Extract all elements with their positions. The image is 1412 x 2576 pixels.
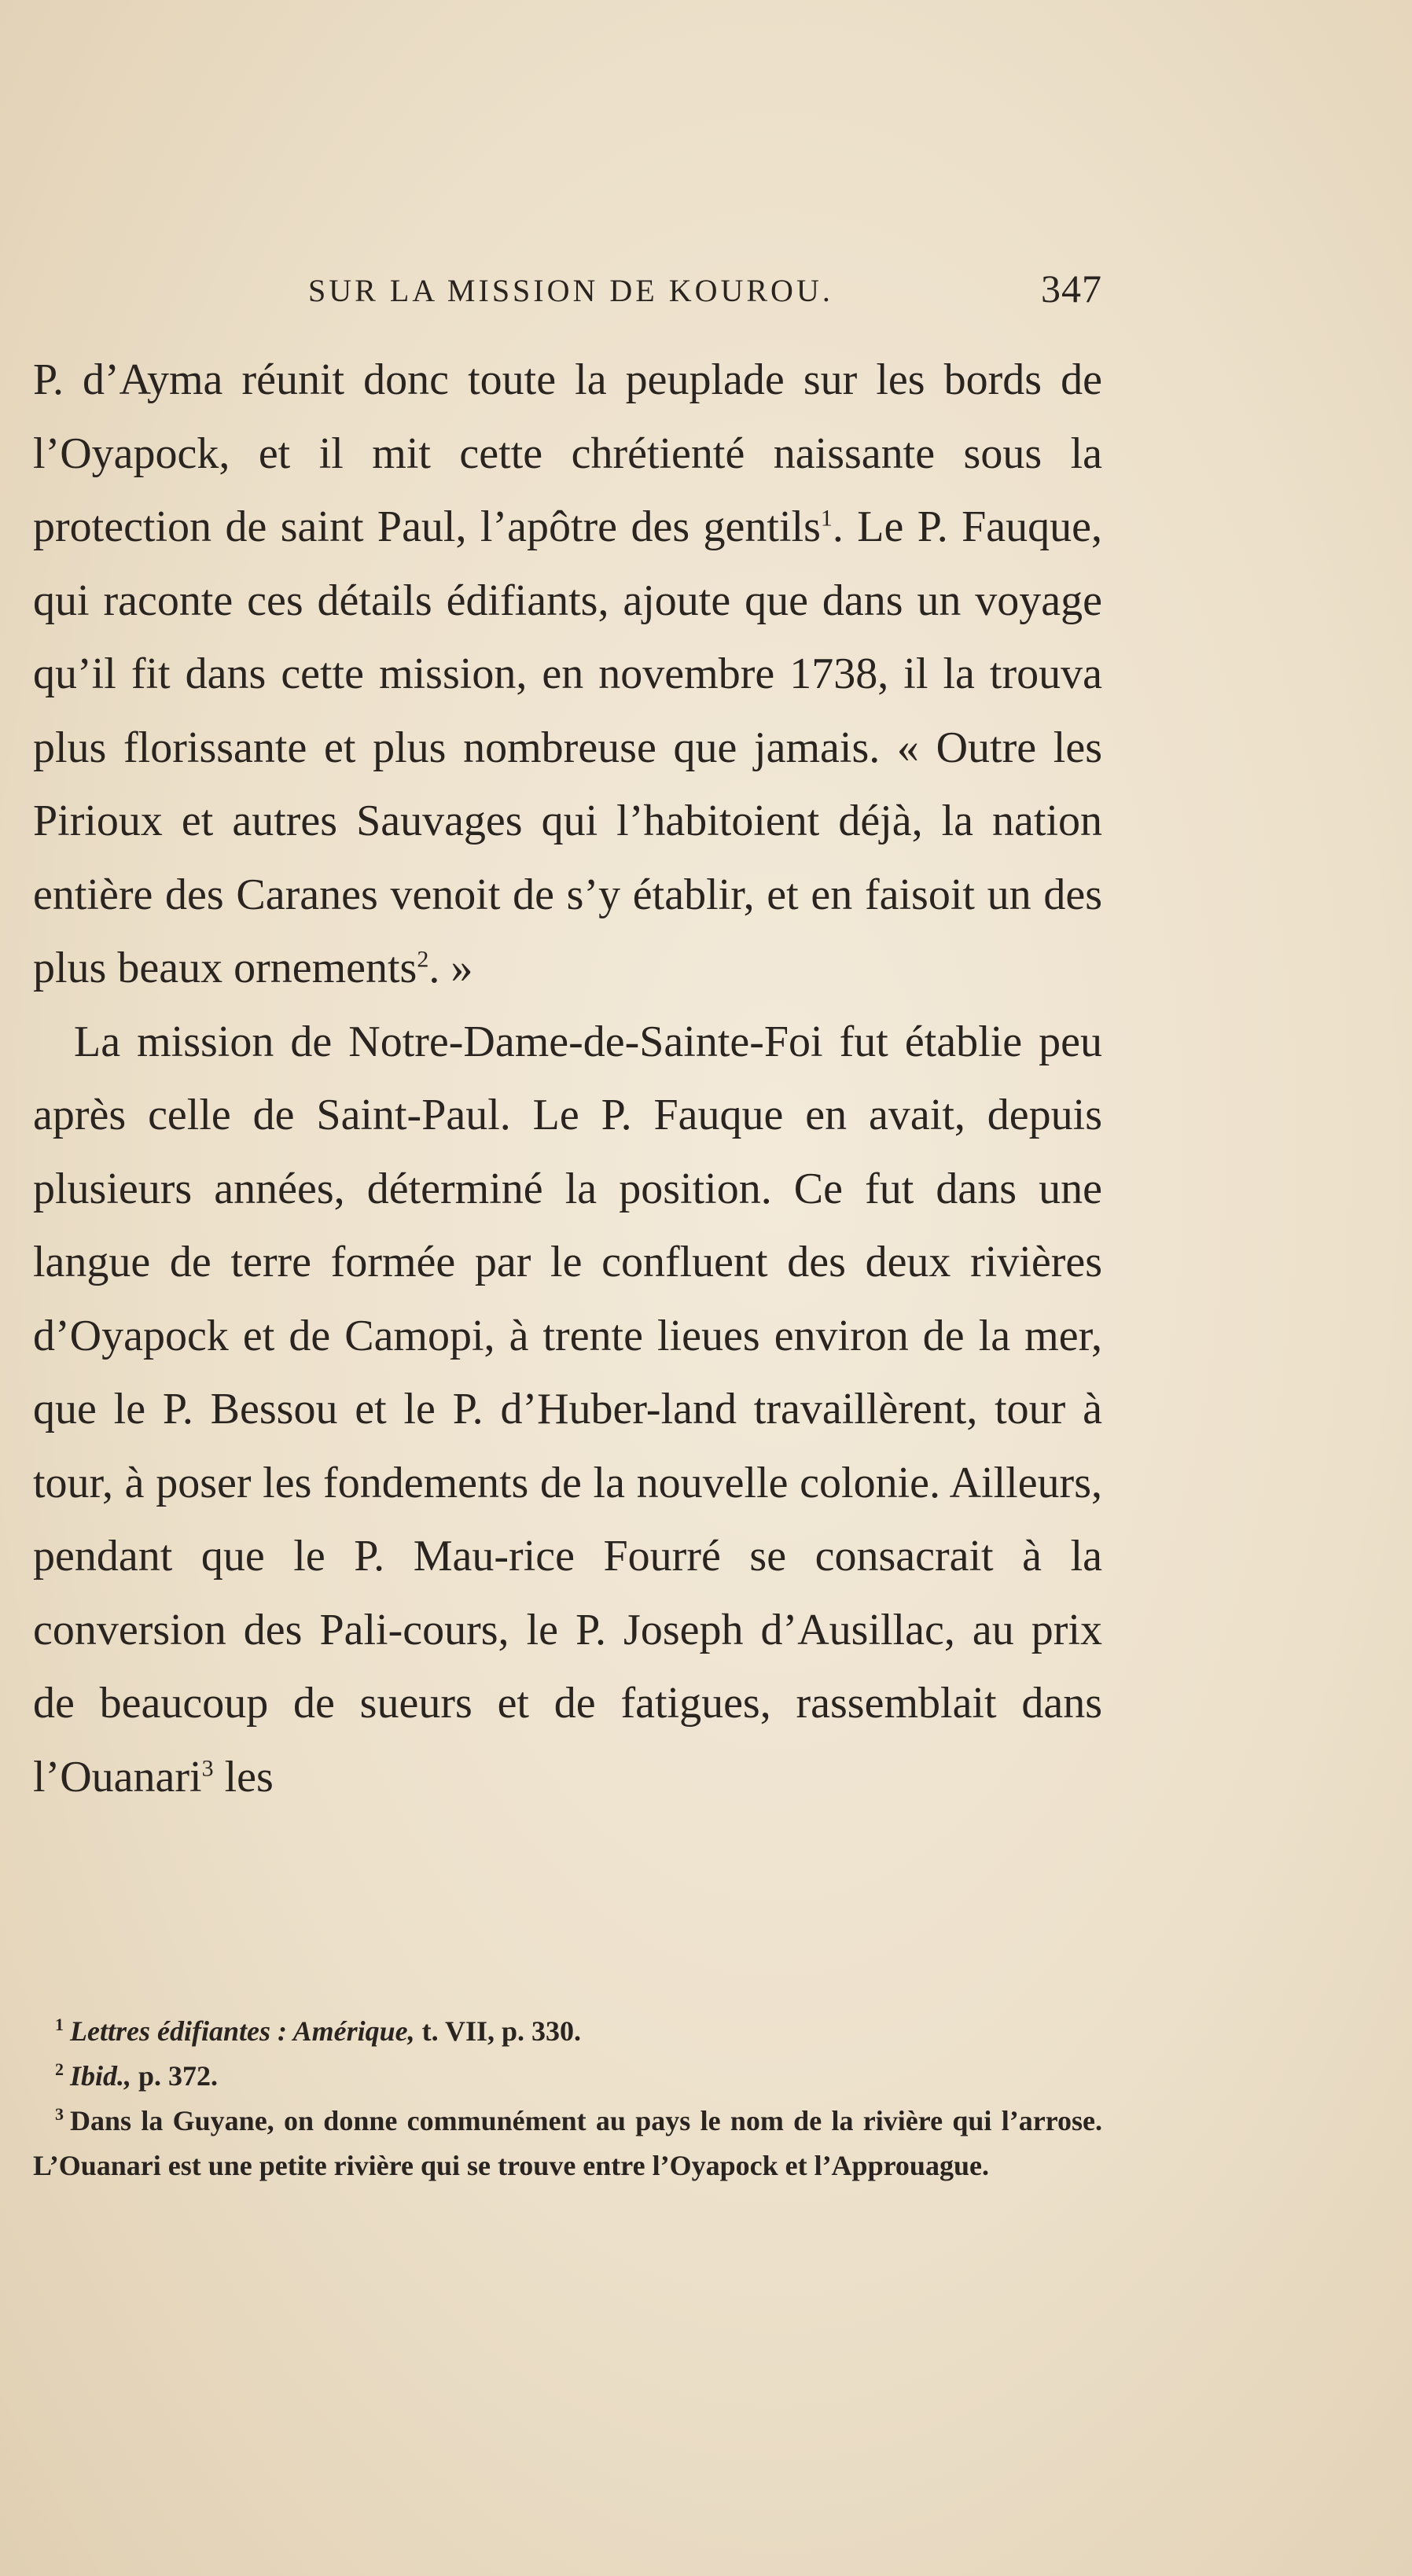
- footnote-3-mark: 3: [55, 2104, 64, 2124]
- paragraph-2-text-a: La mission de Notre-Dame-de-Sainte-Foi fut établie peu après celle de Saint-Paul. Le P. Fauque en avait, depuis plusieurs années, déterminé la position. Ce fut dans une langue de terre formée par le confluent des deux rivières d’Oyapock et de Camopi, à trente lieues environ de la mer, que le P. Bessou et le P. d’Huber-land travaillèrent, tour à tour, à poser les fondements de la nouvelle colonie. Ailleurs, pendant que le P. Mau-rice Fourré se consacrait à la conversion des Pali-cours, le P. Joseph d’Ausillac, au prix de beaucoup de sueurs et de fatigues, rassemblait dans l’Ouanari: [33, 1017, 1102, 1801]
- footnote-ref-3: 3: [201, 1754, 214, 1781]
- footnote-1-source: Lettres édifiantes : Amérique,: [70, 2015, 415, 2047]
- footnote-3-text: Dans la Guyane, on donne communément au pays le nom de la rivière qui l’arrose. L’Ouanari est une petite rivière qui se trouve entre l’Oyapock et l’Approuague.: [33, 2105, 1102, 2181]
- page-number: 347: [1041, 267, 1102, 311]
- footnote-ref-1: 1: [820, 505, 833, 532]
- running-title: SUR LA MISSION DE KOUROU.: [308, 273, 833, 308]
- paragraph-1-text-c: . »: [428, 944, 473, 992]
- footnote-ref-2: 2: [417, 946, 429, 973]
- footnote-3: [33, 2099, 1102, 2188]
- paragraph-2: [33, 1006, 1102, 1815]
- body-text: [33, 344, 1102, 1814]
- footnotes: [33, 2009, 1102, 2188]
- footnote-2-mark: 2: [55, 2059, 64, 2079]
- footnote-1-ref: t. VII, p. 330.: [414, 2015, 581, 2047]
- paragraph-2-text-b: les: [213, 1752, 274, 1801]
- running-head: [308, 266, 1102, 313]
- footnote-2: [33, 2054, 1102, 2099]
- footnote-2-source: Ibid.,: [70, 2060, 132, 2092]
- footnote-2-ref: p. 372.: [131, 2060, 219, 2092]
- paragraph-1: [33, 344, 1102, 1006]
- paragraph-1-text-a: P. d’Ayma réunit donc toute la peuplade sur les bords de l’Oyapock, et il mit cette chrétienté naissante sous la protection de saint Paul, l’apôtre des gentils: [33, 355, 1102, 551]
- footnote-1-mark: 1: [55, 2015, 64, 2034]
- footnote-1: [33, 2009, 1102, 2054]
- paragraph-1-text-b: . Le P. Fauque, qui raconte ces détails édifiants, ajoute que dans un voyage qu’il fit dans cette mission, en novembre 1738, il la trouva plus florissante et plus nombreuse que jamais. « Outre les Pirioux et autres Sauvages qui l’habitoient déjà, la nation entière des Caranes venoit de s’y établir, et en faisoit un des plus beaux ornements: [33, 502, 1103, 992]
